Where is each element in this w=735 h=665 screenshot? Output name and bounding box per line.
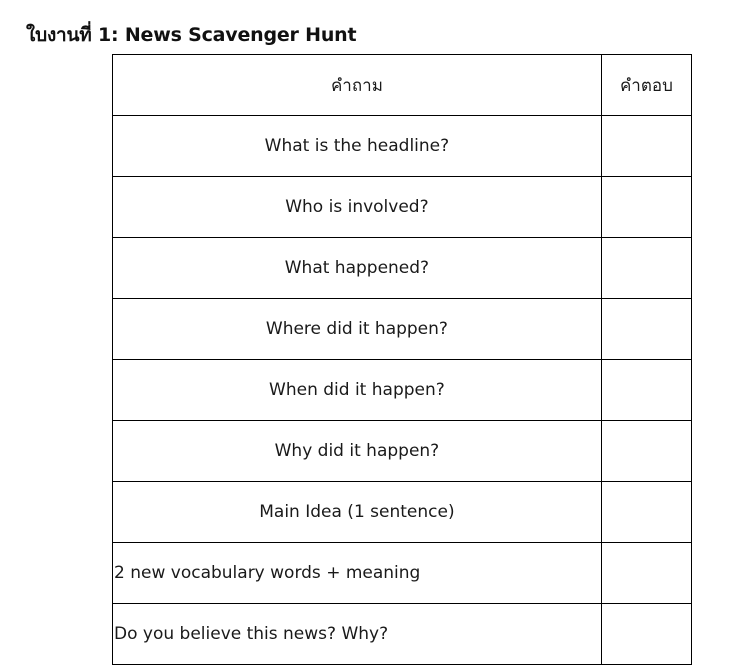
answer-cell[interactable] [601,543,691,604]
question-cell: 2 new vocabulary words + meaning [113,543,602,604]
answer-cell[interactable] [601,360,691,421]
answer-cell[interactable] [601,604,691,665]
table-row [113,299,692,360]
question-cell: Where did it happen? [113,299,602,360]
table-header-row [113,55,692,116]
question-cell: Main Idea (1 sentence) [113,482,602,543]
answer-cell[interactable] [601,238,691,299]
question-cell: Who is involved? [113,177,602,238]
answer-column-header: คำตอบ [601,55,691,116]
question-cell: Why did it happen? [113,421,602,482]
table-row [113,604,692,665]
worksheet-title: ใบงานที่ 1: News Scavenger Hunt [26,24,357,46]
scavenger-hunt-table [112,54,692,665]
question-cell: What happened? [113,238,602,299]
answer-cell[interactable] [601,299,691,360]
table-row [113,543,692,604]
table-row [113,116,692,177]
question-column-header: คำถาม [113,55,602,116]
question-cell: When did it happen? [113,360,602,421]
answer-cell[interactable] [601,482,691,543]
table-row [113,421,692,482]
table-row [113,360,692,421]
table-row [113,177,692,238]
table-row [113,482,692,543]
table-row [113,238,692,299]
question-cell: Do you believe this news? Why? [113,604,602,665]
answer-cell[interactable] [601,116,691,177]
answer-cell[interactable] [601,177,691,238]
answer-cell[interactable] [601,421,691,482]
question-cell: What is the headline? [113,116,602,177]
